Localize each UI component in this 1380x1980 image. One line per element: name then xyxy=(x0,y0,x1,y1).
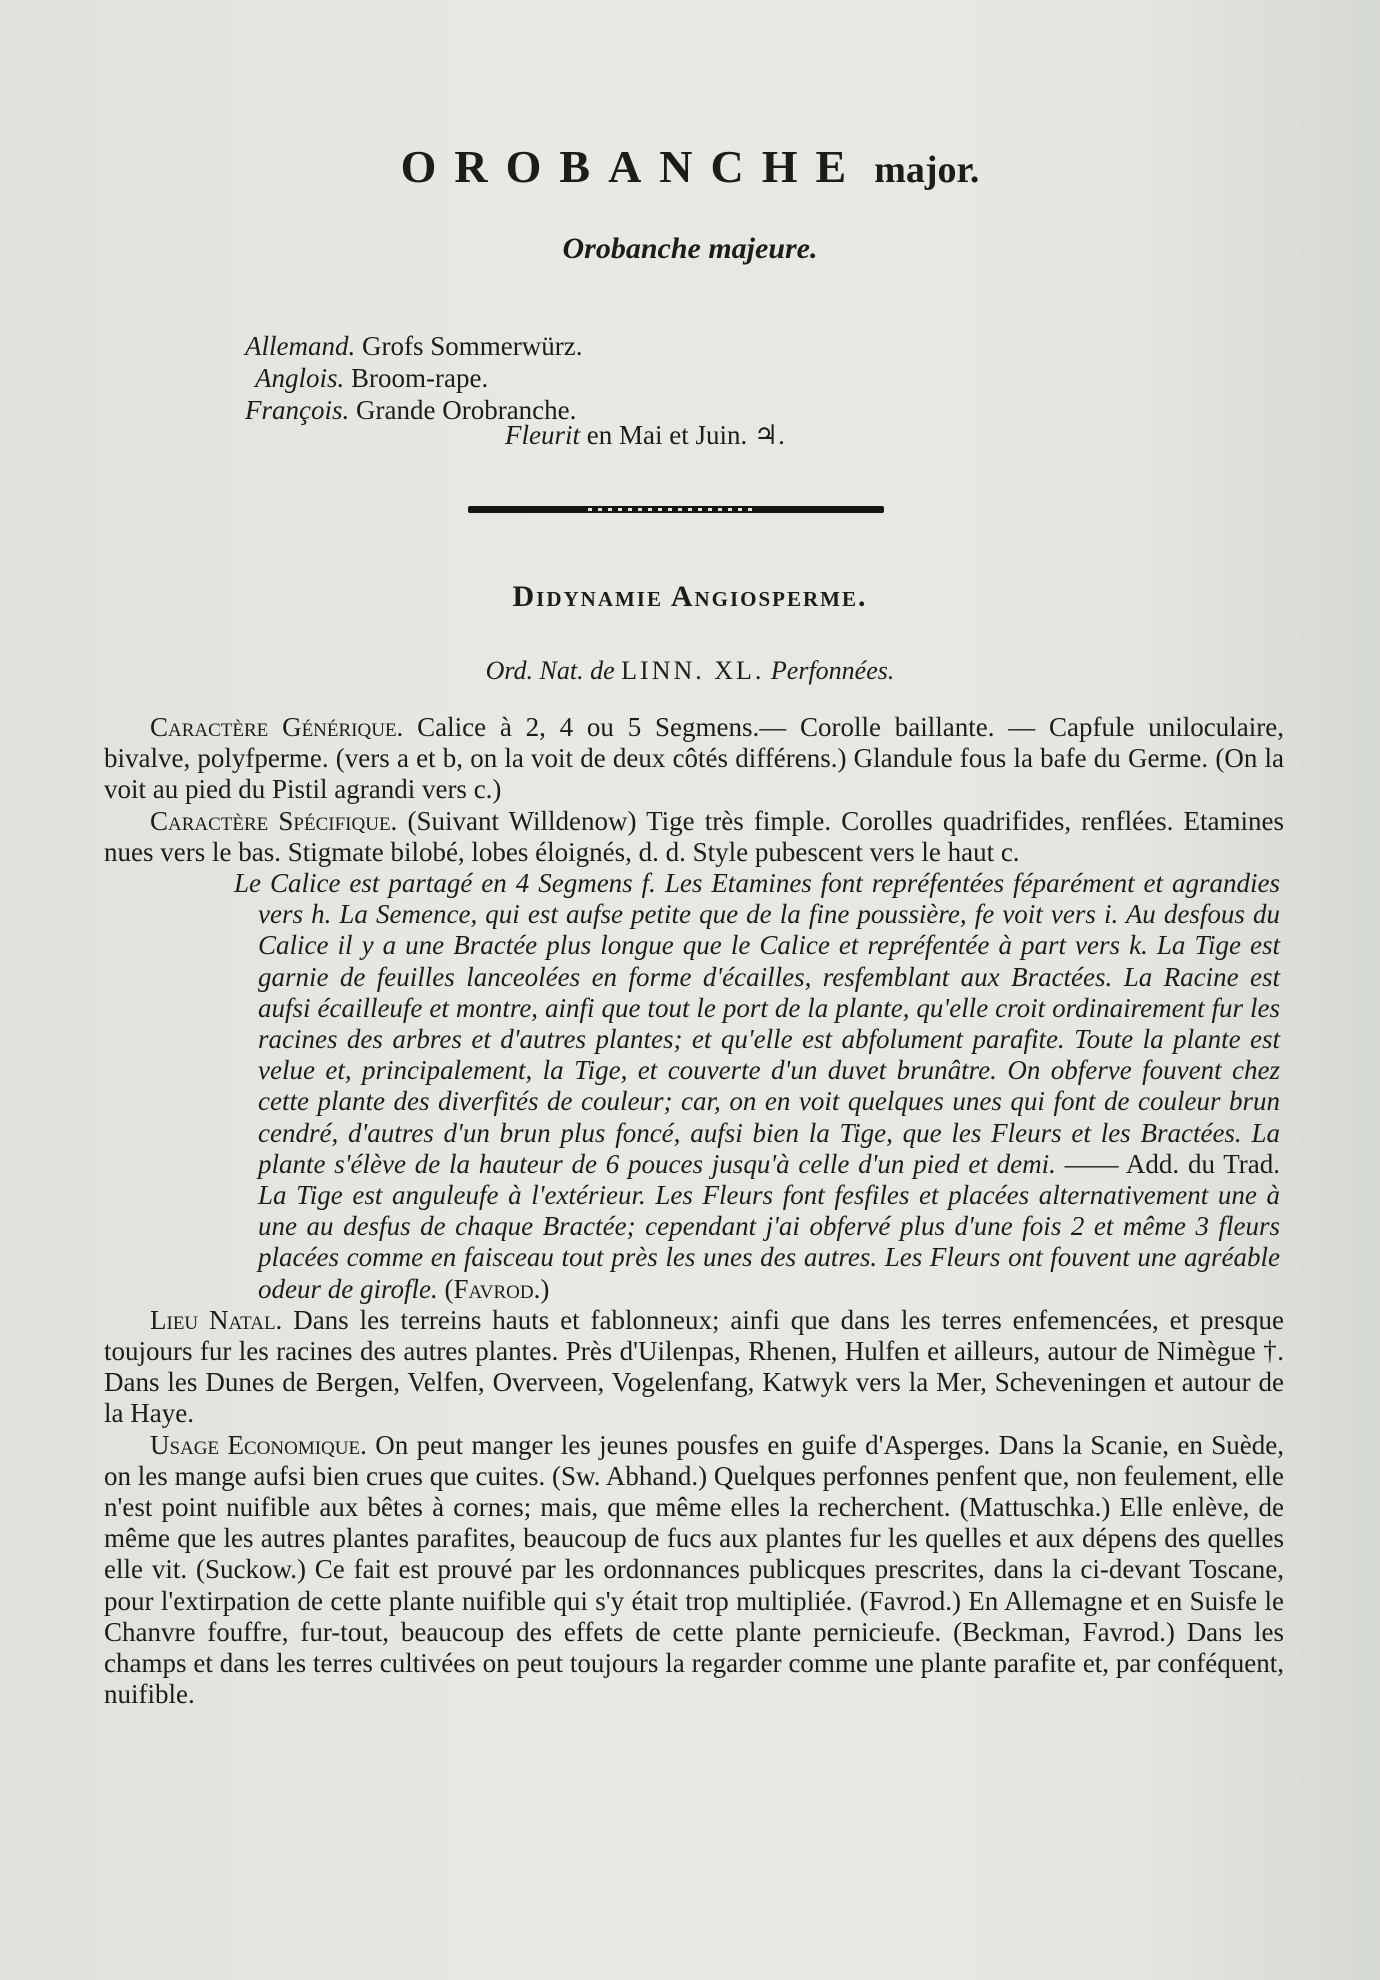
language-label: François. xyxy=(245,395,350,425)
generic-character xyxy=(104,712,1284,806)
language-label: Allemand. xyxy=(245,331,356,361)
common-names-list xyxy=(245,330,582,426)
flowering-text: en Mai et Juin. ♃. xyxy=(586,420,785,450)
habitat-text: Dans les terreins hauts et fablonneux; ainfi que dans les terres enfemencées, et presque toujours fur les racines des autres plantes. Près d'Uilenpas, Rhenen, Hulfen et ailleurs, autour de Nimègue †. Dans les Dunes de Bergen, Velfen, Overveen, Vogelenfang, Katwyk vers la Mer, Scheveningen et autour de la Haye. xyxy=(104,1304,1284,1429)
french-name: Orobanche majeure. xyxy=(562,232,818,265)
plate-description xyxy=(104,868,1284,1305)
specific-character xyxy=(104,806,1284,868)
order-linn: LINN. XL. xyxy=(621,656,765,685)
specific-label: Caractère Spécifique. xyxy=(150,805,398,836)
page-title xyxy=(0,140,1380,193)
common-name: Grofs Sommerwürz. xyxy=(361,331,583,361)
common-name-row xyxy=(245,362,582,394)
translator-italic: La Tige est anguleufe à l'extérieur. Les Fleurs font fesfiles et placées alternativement une à une au desfus de chaque Bractée; cependant j'ai obfervé plus d'une fois 2 et même 3 fleurs placées comme en faisceau tout près les unes des autres. Les Fleurs ont fouvent une agréable odeur de girofle. xyxy=(258,1180,1280,1304)
description-body xyxy=(104,712,1284,1711)
natural-order xyxy=(0,656,1380,686)
common-name: Grande Orobranche. xyxy=(356,395,577,425)
common-name-row xyxy=(245,330,582,362)
habitat-section xyxy=(104,1305,1284,1430)
genus-name: OROBANCHE xyxy=(400,141,865,192)
habitat-label: Lieu Natal. xyxy=(150,1304,283,1335)
generic-label: Caractère Générique. xyxy=(150,712,404,742)
description-italic: Le Calice est partagé en 4 Segmens f. Les Etamines font repréfentées féparément et agrandies vers h. La Semence, qui est aufse petite que de la fine poussière, fe voit vers i. Au desfous du Calice il y a une Bractée plus longue que le Calice et repréfentée à part vers k. La Tige est garnie de feuilles lanceolées en forme d'écailles, resfemblant aux Bractées. La Racine est aufsi écailleufe et montre, ainfi que tout le port de la plante, qu'elle croit ordinairement fur les racines des arbres et d'autres plantes; et qu'elle est abfolument parafite. Toute la plante est velue et, principalement, la Tige, et couverte d'un duvet brunâtre. On obferve fouvent chez cette plante des diverfités de couleur; car, on en voit quelques unes qui font de couleur brun cendré, d'autres d'un brun plus foncé, aufsi bien la Tige, que les Fleurs et les Bractées. La plante s'élève de la hauteur de 6 pouces jusqu'à celle d'un pied et demi. xyxy=(234,868,1280,1179)
usage-section xyxy=(104,1430,1284,1711)
common-name: Broom-rape. xyxy=(351,363,489,393)
usage-label: Usage Economique. xyxy=(150,1429,367,1460)
language-label: Anglois. xyxy=(255,363,345,393)
species-name: major. xyxy=(874,149,980,191)
linnaean-class: Didynamie Angiosperme. xyxy=(512,580,868,613)
flowering-note xyxy=(505,420,785,451)
order-prefix: Ord. Nat. xyxy=(485,656,584,685)
translator-source: (Favrod.) xyxy=(444,1273,550,1304)
flowering-label: Fleurit xyxy=(505,420,580,450)
ornamental-divider xyxy=(468,506,884,513)
generic-text: Calice à 2, 4 ou 5 Segmens.— Corolle baillante. — Capfule uniloculaire, bivalve, polyfperme. (vers a et b, on la voit de deux côtés différens.) Glandule fous la bafe du Germe. (On la voit au pied du Pistil agrandi vers c.) xyxy=(104,712,1284,805)
order-de: de xyxy=(590,656,615,685)
usage-text: On peut manger les jeunes pousfes en guife d'Asperges. Dans la Scanie, en Suède, on les mange aufsi bien crues que cuites. (Sw. Abhand.) Quelques perfonnes penfent que, non feulement, elle n'est point nuifible aux bêtes à cornes; mais, que même elles la recherchent. (Mattuschka.) Elle enlève, de même que les autres plantes parafites, beaucoup de fucs aux plantes fur les quelles et aux dépens des quelles elle vit. (Suckow.) Ce fait est prouvé par les ordonnances publicques prescrites, dans la ci-devant Toscane, pour l'extirpation de cette plante nuifible qui s'y était trop multipliée. (Favrod.) En Allemagne et en Suisfe le Chanvre fouffre, fur-tout, beaucoup des effets de cette plante pernicieufe. (Beckman, Favrod.) Dans les champs et dans les terres cultivées on peut toujours la regarder comme une plante parafite et, par conféquent, nuifible. xyxy=(104,1429,1285,1710)
specific-text: (Suivant Willdenow) Tige très fimple. Corolles quadrifides, renflées. Etamines nues vers le bas. Stigmate bilobé, lobes éloignés, d. d. Style pubescent vers le haut c. xyxy=(104,805,1285,867)
order-family: Perfonnées. xyxy=(770,656,895,685)
translator-prefix: —— Add. du Trad. xyxy=(1064,1148,1281,1179)
